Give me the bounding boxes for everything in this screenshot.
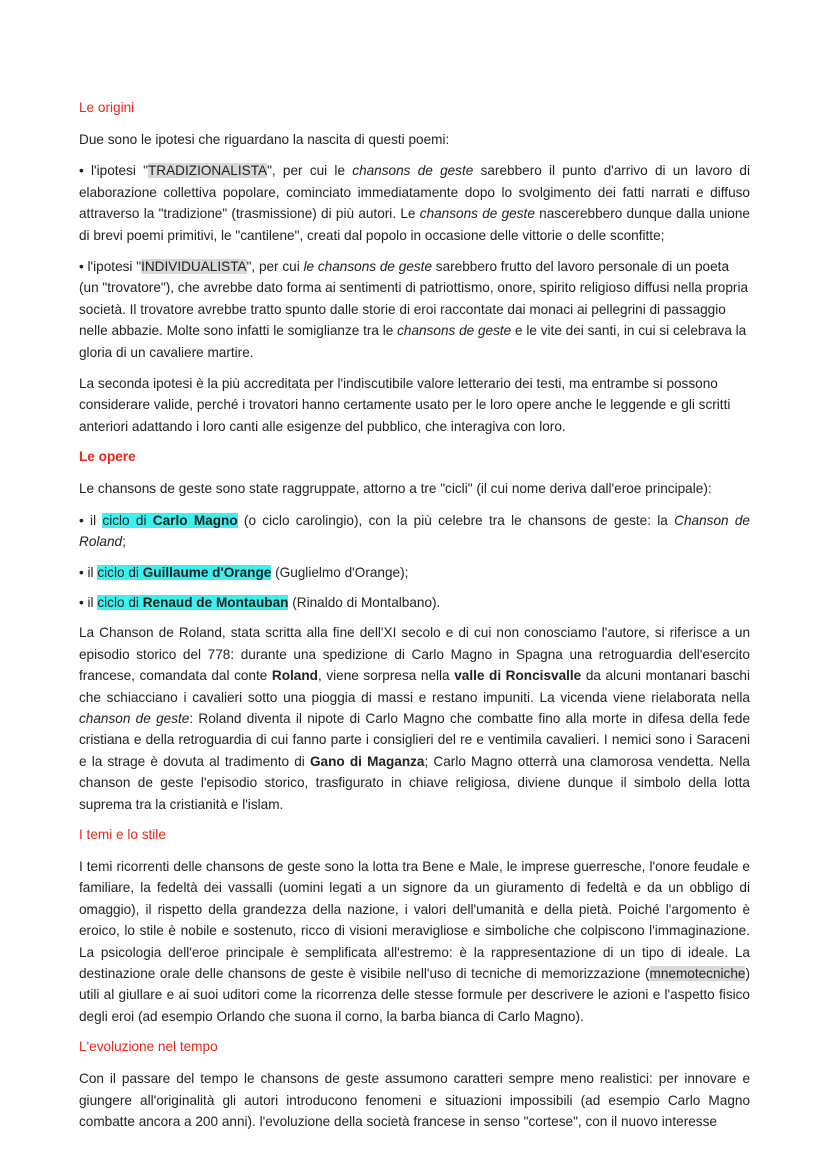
ipotesi-individualista xyxy=(79,256,750,363)
text-run: nascerebbero dunque dalla unione di brevi poemi primitivi, le "cantilene", creati dal popolo in occasione delle vittorie o delle sconfitte; xyxy=(79,206,750,243)
highlight-term: INDIVIDUALISTA xyxy=(141,259,247,275)
italic-run: chansons de geste xyxy=(397,323,512,339)
text-run: : Roland diventa il nipote di Carlo Magno che combatte fino alla morte in difesa della fede cristiana e della retroguardia di cui fanno parte i consiglieri del re e ventimila cavalieri. I nemici sono i Saraceni e la strage è dovuta al tradimento di xyxy=(79,710,750,769)
text-run: (Rinaldo di Montalbano). xyxy=(288,594,441,610)
highlight-term: TRADIZIONALISTA xyxy=(147,163,268,179)
ipotesi-tradizionalista xyxy=(79,160,750,246)
text-run: sarebbero il punto d'arrivo di un lavoro di elaborazione collettiva popolare, cominciato immediatamente dopo lo svolgimento dei fatti narrati e diffuso attraverso la "tradizione" (trasmissione) di più autori. Le xyxy=(79,163,750,222)
ciclo-item xyxy=(79,562,750,583)
text-run: • l'ipotesi " xyxy=(79,259,142,275)
ciclo-name: Carlo Magno xyxy=(152,512,238,528)
italic-run: chansons de geste xyxy=(352,163,474,179)
text-run: ", per cui xyxy=(246,259,304,275)
ciclo-label: ciclo di xyxy=(102,512,153,528)
text-run: ; xyxy=(122,534,126,550)
ciclo-label: ciclo di xyxy=(97,564,143,580)
text-run: ", per cui le xyxy=(267,163,353,179)
evoluzione-paragraph: Con il passare del tempo le chansons de geste assumono caratteri sempre meno realistici: per innovare e giungere all'originalità gli autori introducono fenomeni e situazioni impossibili (ad esempio Carlo Magno combatte ancora a 200 anni). l'evoluzione della società francese in senso "cortese", con il nuovo interesse xyxy=(79,1071,750,1130)
heading-evoluzione: L'evoluzione nel tempo xyxy=(79,1039,218,1055)
text-run: (o ciclo carolingio), con la più celebre tra le chansons de geste: la xyxy=(237,512,675,528)
bold-run: Roland xyxy=(271,668,318,684)
text-run: sarebbero frutto del lavoro personale di un poeta (un "trovatore"), che avrebbe dato forma ai sentimenti di patriottismo, onore, spirito religioso diffusi nella propria società. Il trovatore avrebbe tratto spunto dalle storie di eroi raccontate dai monaci ai pellegrini di passaggio nelle abbazie. Molte sono infatti le somiglianze tra le xyxy=(79,259,749,339)
heading-origini: Le origini xyxy=(79,100,135,115)
ciclo-highlight xyxy=(97,565,271,580)
text-run: • l'ipotesi " xyxy=(79,163,148,179)
bullet-text: • il xyxy=(79,594,98,610)
ciclo-item xyxy=(79,510,750,553)
text-run: La Chanson de Roland, stata scritta alla fine dell'XI secolo e di cui non conosciamo l'autore, si riferisce a un episodio storico del 778: durante una spedizione di Carlo Magno in Spagna una retroguardia dell'esercito francese, comandata dal conte xyxy=(79,625,750,684)
ciclo-label: ciclo di xyxy=(97,594,143,610)
highlight-term: mnemotecniche xyxy=(649,966,746,981)
bold-run: valle di Roncisvalle xyxy=(454,668,582,684)
ciclo-name: Renaud de Montauban xyxy=(142,594,289,610)
bullet-text: • il xyxy=(79,512,103,528)
heading-opere: Le opere xyxy=(79,449,136,465)
origini-intro: Due sono le ipotesi che riguardano la nascita di questi poemi: xyxy=(79,132,450,147)
ciclo-highlight xyxy=(97,595,288,610)
text-run: I temi ricorrenti delle chansons de geste sono la lotta tra Bene e Male, le imprese guerresche, l'onore feudale e familiare, la fedeltà dei vassalli (uomini legati a un signore da un giuramento di fedeltà e da un obbligo di omaggio), il rispetto della grandezza della nazione, i valori dell'umanità e della pietà. Poiché l'argomento è eroico, lo stile è nobile e sostenuto, ricco di visioni meravigliose e simboliche che colpiscono l'immaginazione. La psicologia dell'eroe principale è semplificata all'estremo: è la rappresentazione di un tipo di ideale. La destinazione orale delle chansons de geste è visibile nell'uso di tecniche di memorizzazione ( xyxy=(79,858,750,981)
chanson-de-roland-paragraph xyxy=(79,622,750,815)
heading-temi: I temi e lo stile xyxy=(79,826,166,842)
ciclo-highlight xyxy=(102,513,237,528)
opere-intro: Le chansons de geste sono state raggruppate, attorno a tre "cicli" (il cui nome deriva dall'eroe principale): xyxy=(79,481,712,497)
italic-run: Chanson de Roland xyxy=(79,512,750,550)
temi-paragraph xyxy=(79,856,750,1027)
bold-run: Gano di Maganza xyxy=(309,753,425,769)
text-run: ) utili al giullare e ai suoi uditori come la ricorrenza delle stesse formule per descrivere le azioni e l'aspetto fisico degli eroi (ad esempio Orlando che suona il corno, la barba bianca di Carlo Magno). xyxy=(79,966,750,1024)
text-run: , viene sorpresa nella xyxy=(317,668,455,684)
text-run: e le vite dei santi, in cui si celebrava la gloria di un cavaliere martire. xyxy=(79,323,747,360)
text-run: (Guglielmo d'Orange); xyxy=(271,564,409,580)
bullet-text: • il xyxy=(79,564,98,580)
text-run: da alcuni montanari baschi che schiacciano i cavalieri sotto una pioggia di massi e restano impuniti. La vicenda viene rielaborata nella xyxy=(79,668,750,705)
origini-conclusione: La seconda ipotesi è la più accreditata per l'indiscutibile valore letterario dei testi, ma entrambe si possono considerare valide, perché i trovatori hanno certamente usato per le loro opere anche le leggende e gli scritti anteriori adattando i loro canti alle esigenze del pubblico, che interagiva con loro. xyxy=(79,376,731,434)
italic-run: chansons de geste xyxy=(419,206,535,222)
ciclo-item xyxy=(79,592,750,613)
italic-run: le chansons de geste xyxy=(303,259,433,275)
ciclo-name: Guillaume d'Orange xyxy=(142,564,272,580)
text-run: ; Carlo Magno otterrà una clamorosa vendetta. Nella chanson de geste l'episodio storico, trasfigurato in chiave religiosa, diviene dunque il simbolo della lotta suprema tra la cristianità e l'islam. xyxy=(79,753,750,812)
italic-run: chanson de geste xyxy=(79,710,190,726)
